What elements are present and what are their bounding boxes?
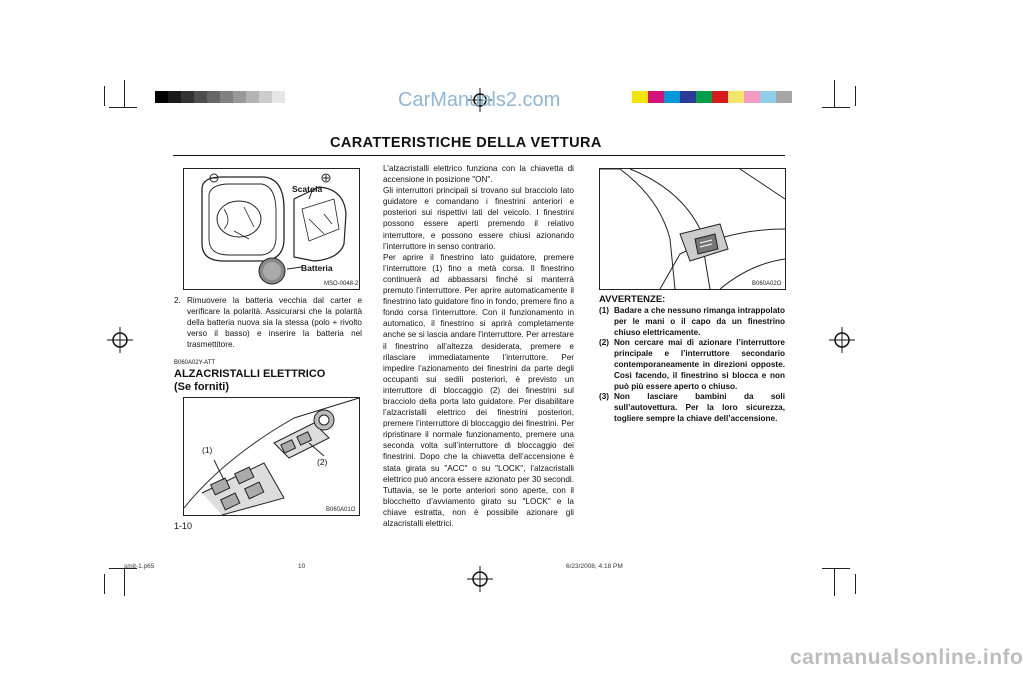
- warning-item: [599, 306, 785, 338]
- warning-item: [599, 338, 785, 392]
- crop-mark: [822, 107, 850, 108]
- footer-date: 6/23/2008, 4:18 PM: [566, 563, 623, 570]
- label-switch-1: (1): [202, 445, 213, 455]
- brand-watermark: carmanualsonline.info: [790, 646, 1023, 669]
- warning-text: Non cercare mai di azionare l’interruttore principale e l’interruttore secondario contemporaneamente in direzioni opposte. Così facendo, il finestrino si blocca e non può più essere aperto o chiuso.: [614, 338, 785, 391]
- crop-mark: [822, 568, 850, 569]
- figure-key-battery: [183, 168, 360, 290]
- color-swatch: [664, 91, 680, 103]
- section-code: B060A02Y-ATT: [174, 360, 216, 366]
- step-text: Rimuovere la batteria vecchia dal carter e verificare la polarità. Assicurarsi che la polarità della batteria nuova sia la stessa (polo + rivolto verso il basso) e inserire la batteria nel trasmettitore.: [187, 296, 362, 350]
- door-panel-illustration: [600, 169, 785, 289]
- crop-mark: [124, 80, 125, 108]
- registration-target-icon: [107, 327, 133, 353]
- window-switch-illustration: [184, 398, 359, 515]
- paragraph: L’alzacristalli elettrico funziona con la chiavetta di accensione in posizione "ON".: [383, 164, 574, 185]
- label-scatola: Scatola: [292, 184, 323, 194]
- figure-code: MSO-0048-2: [324, 281, 359, 287]
- warning-number: (1): [599, 306, 610, 315]
- header-divider: [173, 155, 785, 156]
- section-title-line1: ALZACRISTALLI ELETTRICO: [174, 368, 326, 380]
- crop-mark: [104, 574, 105, 594]
- footer-page: 10: [298, 563, 306, 570]
- figure-door-panel: [599, 168, 786, 290]
- section-title-line2: (Se forniti): [174, 380, 229, 393]
- registration-target-icon: [829, 327, 855, 353]
- figure-window-switches: [183, 397, 360, 516]
- warning-text: Non lasciare bambini da soli sull’autovettura. Per la loro sicurezza, togliere sempre la chiave dell’accensione.: [614, 392, 785, 423]
- step-2: [174, 295, 362, 350]
- footer-file: smit-1.p65: [124, 563, 155, 570]
- crop-mark: [124, 568, 125, 596]
- registration-target-icon: [467, 566, 493, 592]
- crop-mark: [855, 86, 856, 106]
- color-swatch: [648, 91, 664, 103]
- paragraph: Gli interruttori principali si trovano sul bracciolo lato guidatore e comandano i finestrini anteriori e posteriori sui rispettivi lati del veicolo. I finestrini possono essere aperti premendo il relativo interruttore, e possono essere chiusi azionando l’interruttore in senso contrario.: [383, 186, 574, 251]
- step-number: 2.: [174, 296, 181, 305]
- watermark: CarManuals2.com: [398, 89, 561, 111]
- color-swatch: [744, 91, 760, 103]
- figure-code: B060A01O: [326, 507, 356, 513]
- color-swatch: [696, 91, 712, 103]
- page-number: 1-10: [174, 521, 193, 531]
- crop-mark: [109, 107, 137, 108]
- warning-text: Badare a che nessuno rimanga intrappolato per le mani o il capo da un finestrino chiuso elettricamente.: [614, 306, 785, 337]
- color-swatch: [728, 91, 744, 103]
- color-swatch: [632, 91, 648, 103]
- crop-mark: [855, 574, 856, 594]
- color-swatch: [776, 91, 792, 103]
- color-swatch: [712, 91, 728, 103]
- warnings-list: [599, 306, 785, 425]
- body-text-column: [383, 163, 574, 529]
- figure-code: B060A02O: [752, 281, 782, 287]
- warning-number: (2): [599, 338, 610, 348]
- color-swatch: [760, 91, 776, 103]
- section-title: [174, 368, 325, 393]
- label-batteria: Batteria: [301, 263, 333, 273]
- crop-mark: [834, 568, 835, 596]
- crop-mark: [834, 80, 835, 108]
- warning-item: [599, 392, 785, 424]
- warnings-heading: AVVERTENZE:: [599, 294, 666, 305]
- page-title: CARATTERISTICHE DELLA VETTURA: [330, 135, 602, 151]
- warning-number: (3): [599, 392, 610, 402]
- crop-mark: [104, 86, 105, 106]
- paragraph: Per aprire il finestrino lato guidatore, premere l’interruttore (1) fino a metà corsa. Il finestrino continuerà ad abbassarsi finché si manterrà premuto l’interruttore. Per aprire automaticamente il finestrino lato guidatore fino in fondo, premere fino a fondo corsa l’interruttore. Con il funzionamento in automatico, il finestrino si aprirà completamente anche se si lascia andare l’interruttore. Per arrestare il finestrino all’altezza desiderata, premere e rilasciare immediatamente l’interruttore. Per impedire l’azionamento dei finestrini da parte degli occupanti sui sedili posteriori, è previsto un interruttore di bloccaggio (2) dei finestrini sul bracciolo della porta lato guidatore. Per disabilitare l’alzacristalli elettrico dei finestrini posteriori, premere l’interruttore di bloccaggio dei finestrini. Per ripristinare il normale funzionamento, premere una seconda volta sull’interruttore di bloccaggio dei finestrini. Dopo che la chiavetta dell’accensione è stata girata su "ACC" o su "LOCK", l’alzacristalli elettrico può ancora essere azionato per 30 secondi. Tuttavia, se le porte anteriori sono aperte, con il blocchetto d’avviamento girato su "LOCK" e la chiave estratta, non è possibile azionare gli alzacristalli elettrici.: [383, 252, 574, 528]
- label-switch-2: (2): [317, 457, 328, 467]
- color-swatch: [680, 91, 696, 103]
